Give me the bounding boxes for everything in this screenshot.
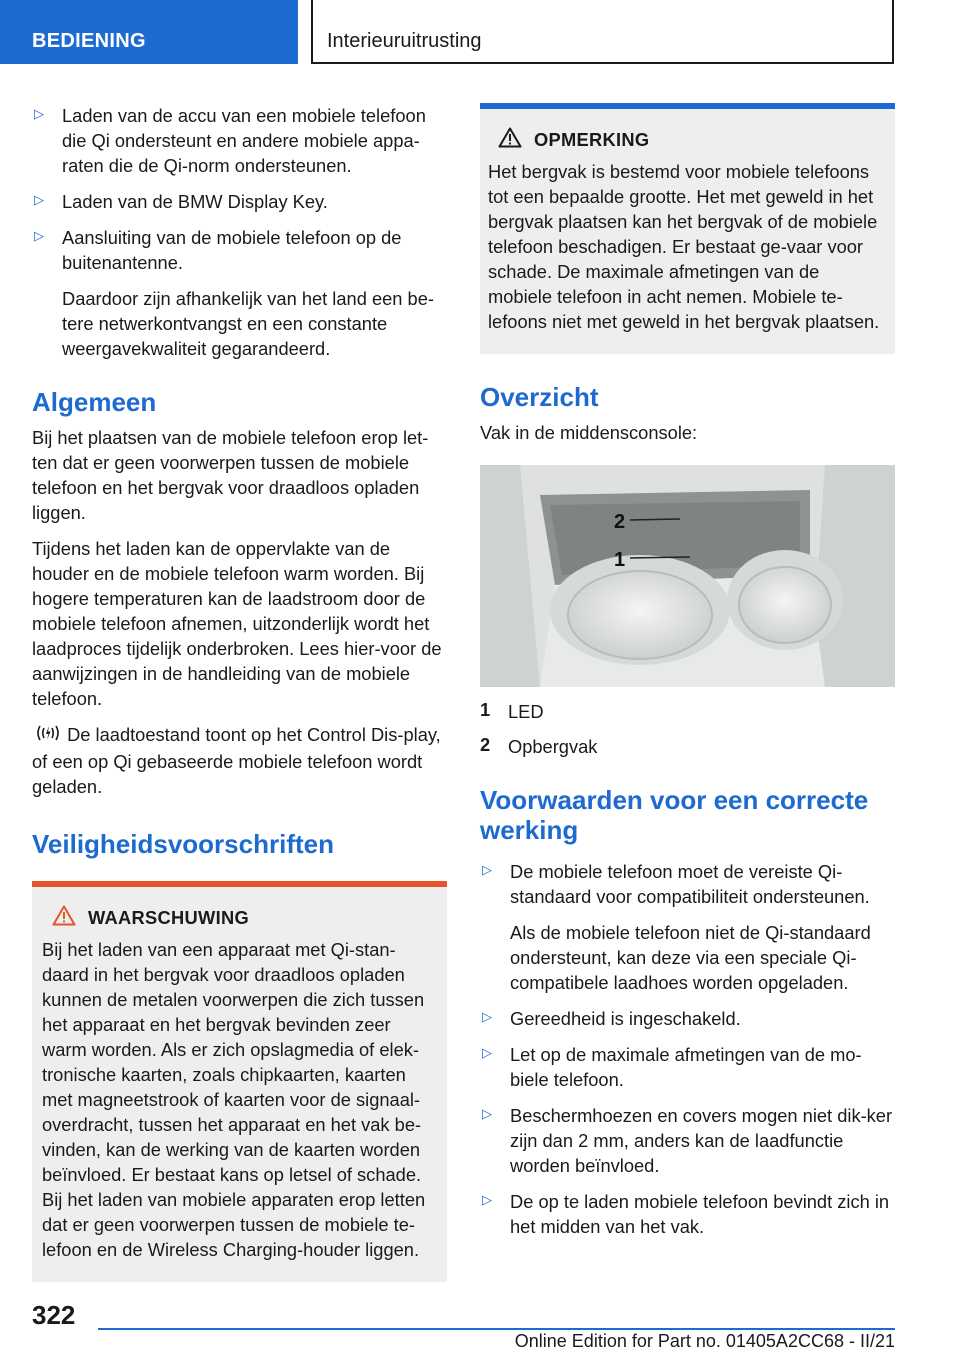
list-item — [32, 189, 447, 214]
list-item — [480, 859, 895, 995]
note-text: Het bergvak is bestemd voor mobiele telefoons tot een bepaalde grootte. Het met geweld in het bergvak plaatsen kan het bergvak of de mobiele telefoon beschadigen. Er bestaat ge-vaar voor schade. De maximale afmetingen van de mobiele telefoon in acht nemen. Mobiele te-lefoons niet met geweld in het bergvak plaatsen. — [488, 161, 880, 332]
list-item — [480, 1103, 895, 1178]
list-item-text: De op te laden mobiele telefoon bevindt zich in het midden van het vak. — [510, 1191, 890, 1237]
list-item — [480, 1189, 895, 1239]
list-item — [480, 1006, 895, 1031]
paragraph-text: De laadtoestand toont op het Control Dis-play, of een op Qi gebaseerde mobiele telefoon wordt geladen. — [32, 724, 441, 798]
paragraph — [32, 722, 447, 799]
charging-status-icon — [36, 723, 62, 749]
page-number: 322 — [32, 1300, 76, 1330]
callout-label-1: 1 — [614, 549, 626, 571]
list-item-text: Let op de maximale afmetingen van de mo-biele telefoon. — [510, 1044, 862, 1090]
paragraph: Tijdens het laden kan de oppervlakte van de houder en de mobiele telefoon warm worden. Bij hogere temperaturen kan de laadstroom door de mobiele telefoon afnemen, uitzonderlijk wordt het laadproces tijdelijk onderbroken. Lees hier-voor de aanwijzingen in de handleiding van de mobiele telefoon. — [32, 538, 442, 709]
section-tab — [0, 0, 298, 64]
warning-header — [42, 905, 437, 931]
list-item-text: Laden van de accu van een mobiele telefoon die Qi ondersteunt en andere mobiele appa-raten die de Qi-norm ondersteunen. — [62, 105, 426, 176]
left-column — [32, 103, 447, 1282]
heading-overzicht: Overzicht — [480, 382, 599, 412]
legend-number: 2 — [480, 734, 491, 755]
legend-number: 1 — [480, 699, 491, 720]
triangle-bullet-icon: ▷ — [34, 106, 44, 121]
warning-text: Bij het laden van een apparaat met Qi-stan-daard in het bergvak voor draadloos opladen kunnen de metalen voorwerpen die zich tussen het apparaat en het bergvak bevinden zeer warm worden. Als er zich opslagmedia of elek-tronische kaarten, zoals chipkaarten, kaarten met magneetstrook of kaarten voor de signaal-overdracht, tussen het apparaat en het vak be-vinden, kan de werking van de kaarten worden beïnvloed. Er bestaat kans op letsel of schade. Bij het laden van mobiele apparaten erop letten dat er geen voorwerpen tussen de mobiele te-lefoon en de Wireless Charging-houder liggen. — [42, 939, 426, 1261]
conditions-list — [480, 859, 895, 1239]
heading-algemeen: Algemeen — [32, 387, 157, 417]
list-item-text: De mobiele telefoon moet de vereiste Qi-standaard voor compatibiliteit ondersteunen. — [510, 861, 870, 907]
triangle-bullet-icon: ▷ — [482, 1192, 492, 1207]
section-title: BEDIENING — [32, 30, 146, 52]
note-header — [488, 127, 887, 153]
paragraph: Bij het plaatsen van de mobiele telefoon erop let-ten dat er geen voorwerpen tussen de mobiele telefoon en het bergvak voor draadloos opladen liggen. — [32, 427, 429, 523]
footer-divider — [98, 1328, 895, 1330]
edition-note: Online Edition for Part no. 01405A2CC68 - II/21 — [514, 1331, 895, 1351]
chapter-title: Interieuruitrusting — [327, 30, 482, 52]
list-item-text: Laden van de BMW Display Key. — [62, 191, 328, 212]
triangle-bullet-icon: ▷ — [482, 1009, 492, 1024]
triangle-bullet-icon: ▷ — [482, 1106, 492, 1121]
list-item-text: Beschermhoezen en covers mogen niet dik-ker zijn dan 2 mm, anders kan de laadfunctie worden beïnvloed. — [510, 1105, 893, 1176]
note-title: OPMERKING — [534, 129, 650, 150]
triangle-bullet-icon: ▷ — [34, 228, 44, 243]
paragraph: Vak in de middensconsole: — [480, 422, 698, 443]
legend-item — [480, 699, 895, 724]
triangle-bullet-icon: ▷ — [482, 1045, 492, 1060]
legend-item — [480, 734, 895, 759]
list-item — [32, 225, 447, 361]
console-compartment-illustration — [480, 465, 895, 687]
legend-label: LED — [508, 701, 544, 722]
list-item-text: Als de mobiele telefoon niet de Qi-standaard ondersteunt, kan deze via een speciale Qi-compatibele laadhoes worden opgeladen. — [510, 922, 871, 993]
legend-label: Opbergvak — [508, 736, 598, 757]
warning-box — [32, 881, 447, 1282]
triangle-bullet-icon: ▷ — [482, 862, 492, 877]
list-item-text: Aansluiting van de mobiele telefoon op de buitenantenne. — [62, 227, 402, 273]
warning-triangle-icon — [52, 905, 76, 931]
heading-veiligheid: Veiligheidsvoorschriften — [32, 829, 334, 860]
feature-list — [32, 103, 447, 361]
legend — [480, 699, 895, 759]
chapter-header — [311, 0, 894, 64]
note-box — [480, 103, 895, 354]
heading-voorwaarden: Voorwaarden voor een correcte werking — [480, 785, 869, 845]
list-item-text: Daardoor zijn afhankelijk van het land een be-tere netwerkontvangst en een constante weergavekwaliteit gegarandeerd. — [62, 288, 434, 359]
right-column — [480, 103, 895, 1250]
list-item — [32, 103, 447, 178]
list-item — [480, 1042, 895, 1092]
list-item-text: Gereedheid is ingeschakeld. — [510, 1008, 741, 1029]
warning-title: WAARSCHUWING — [88, 907, 250, 929]
note-triangle-icon — [498, 127, 522, 153]
callout-label-2: 2 — [614, 511, 626, 533]
triangle-bullet-icon: ▷ — [34, 192, 44, 207]
